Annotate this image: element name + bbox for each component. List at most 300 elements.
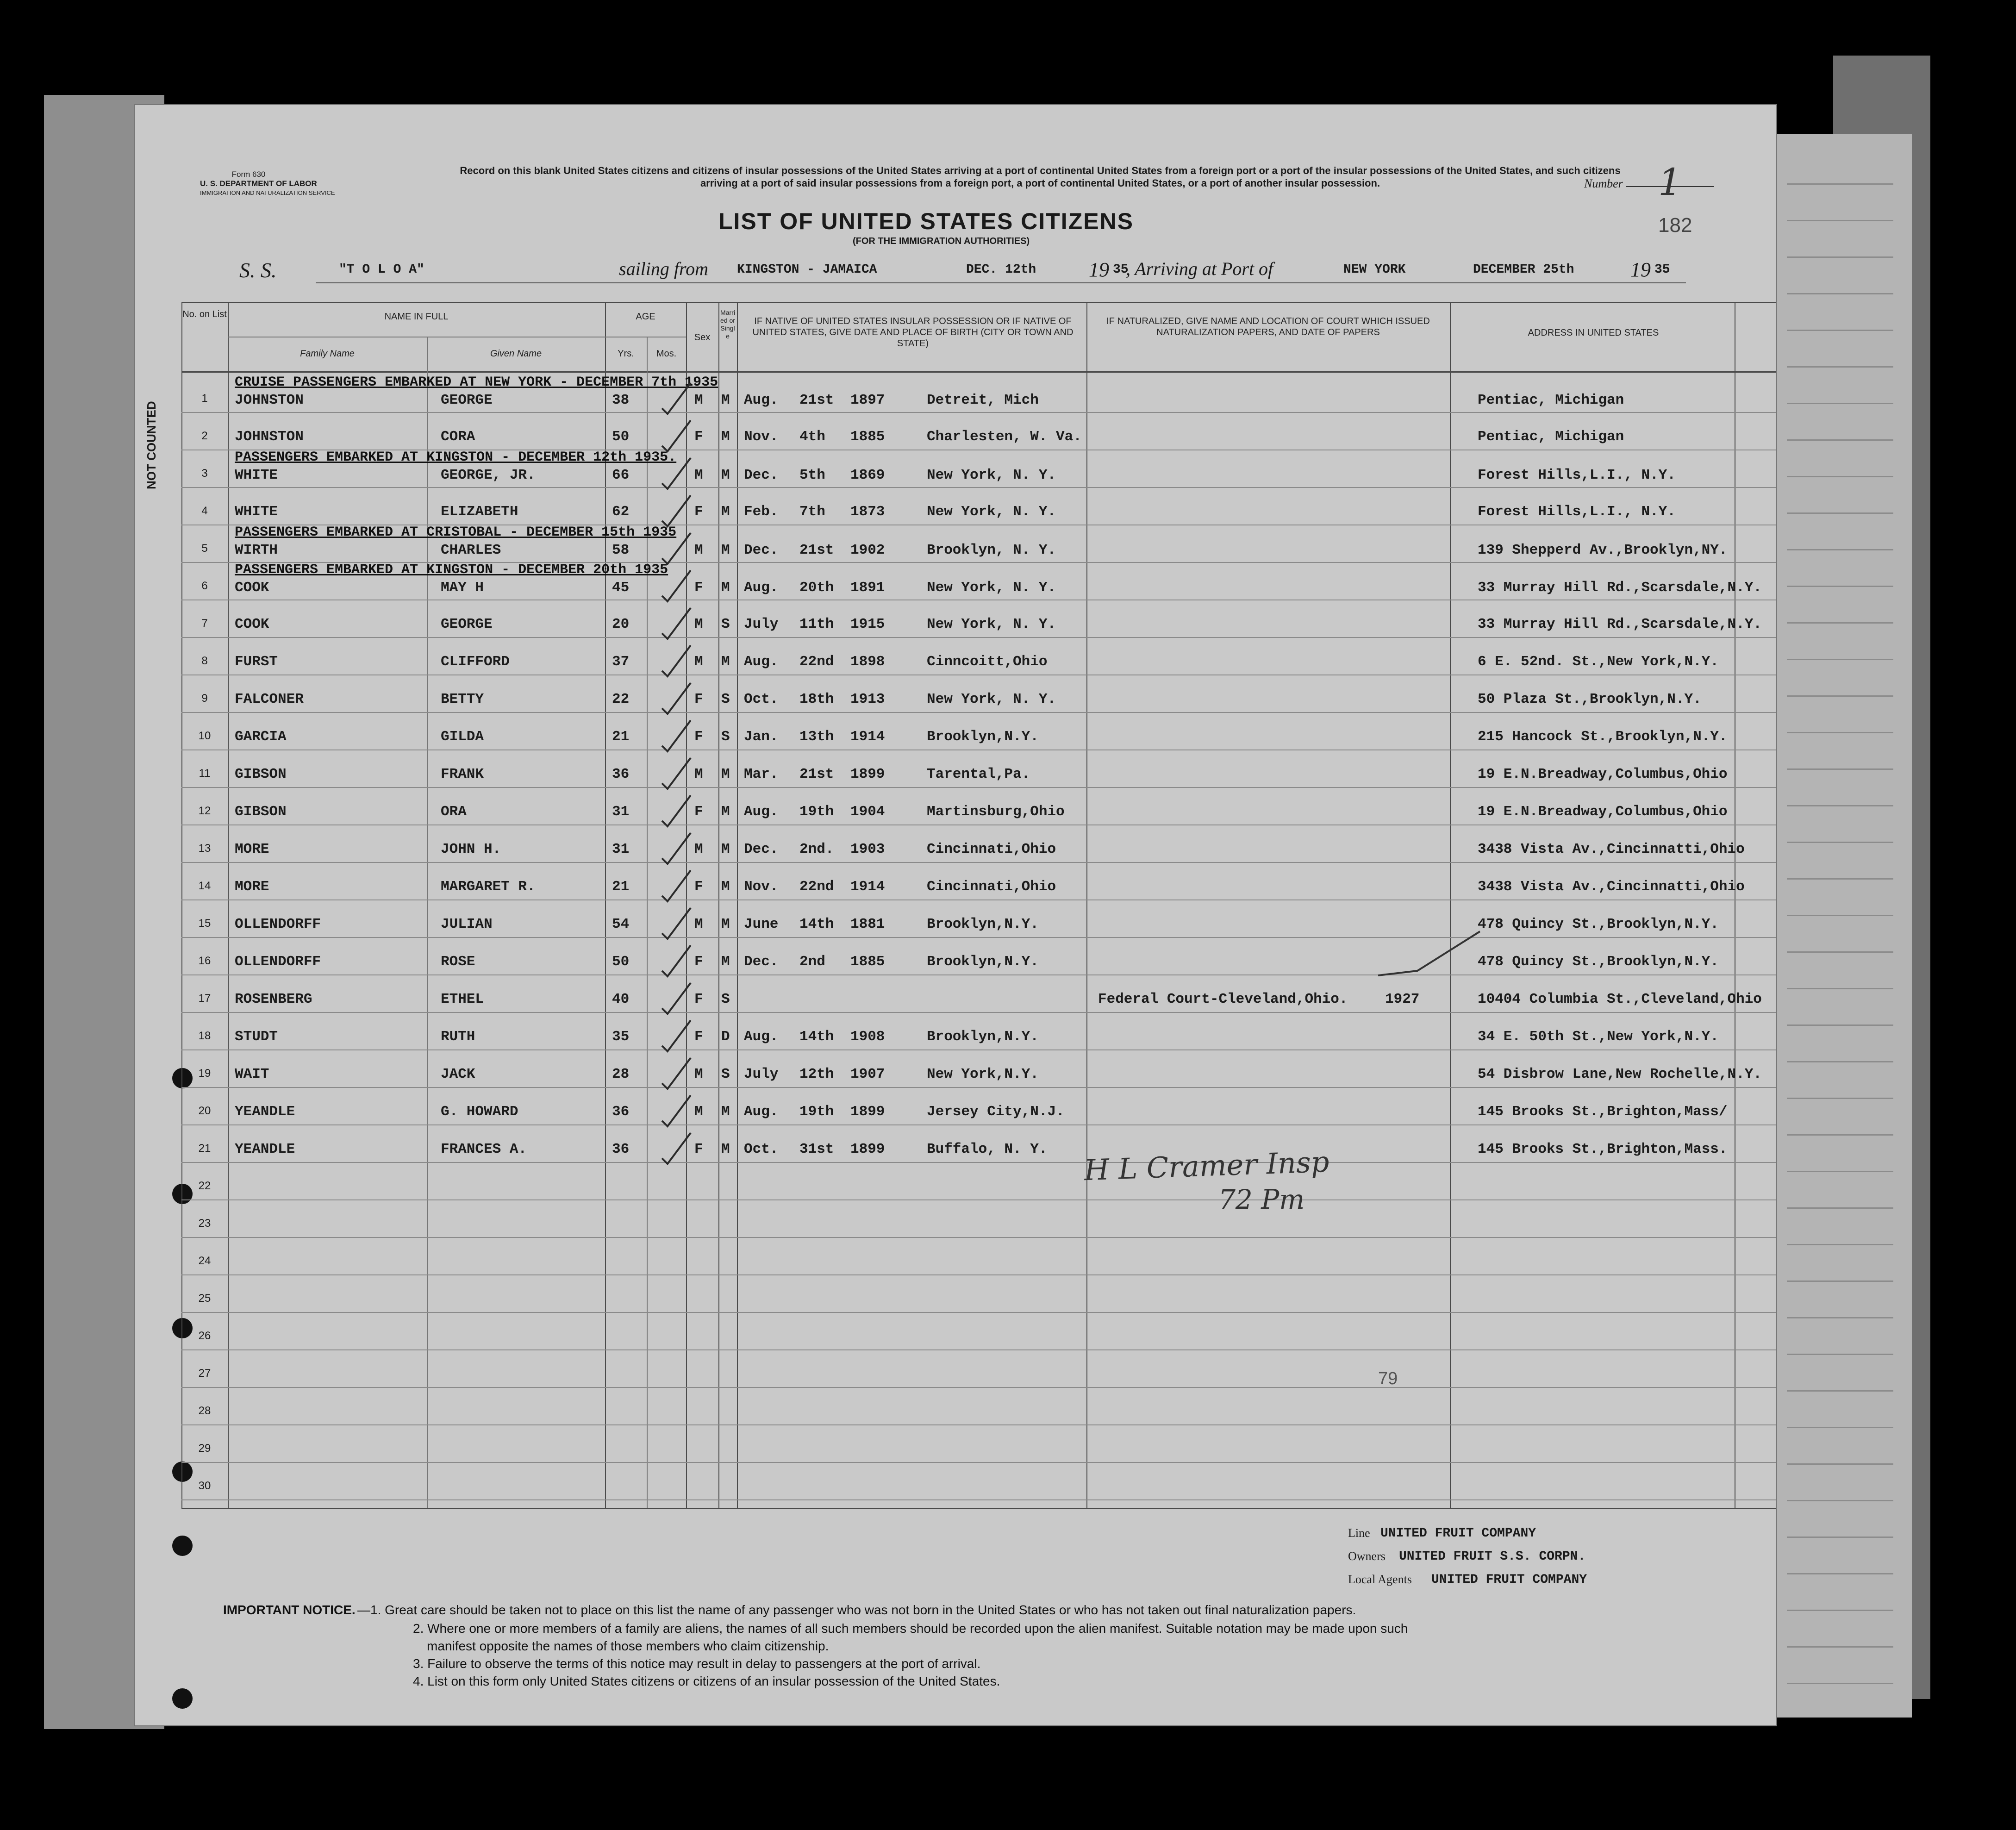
birth-day-cell: 13th [799, 729, 834, 745]
sex-cell: F [694, 691, 703, 707]
family-name-cell: FURST [235, 654, 278, 670]
row-number: 10 [198, 730, 211, 742]
age-cell: 45 [612, 580, 630, 596]
row-rule [181, 1274, 1776, 1275]
birth-day-cell: 21st [799, 542, 834, 558]
tally-checkmark [658, 1056, 695, 1093]
row-number: 7 [201, 617, 208, 630]
age-cell: 40 [612, 991, 630, 1007]
sex-cell: F [694, 729, 703, 745]
sex-cell: F [694, 504, 703, 520]
birth-day-cell: 4th [799, 429, 825, 445]
birth-place-cell: Cinncoitt,Ohio [927, 654, 1048, 670]
header-no-on-list: No. on List [182, 309, 227, 319]
row-rule [181, 749, 1776, 750]
page-stamp: 79 [1378, 1369, 1398, 1388]
marital-status-cell: M [721, 504, 730, 520]
age-cell: 22 [612, 691, 630, 707]
marital-status-cell: M [721, 429, 730, 445]
age-cell: 36 [612, 766, 630, 782]
header-name-in-full: NAME IN FULL [384, 312, 449, 322]
tally-checkmark [658, 681, 695, 718]
age-cell: 21 [612, 879, 630, 895]
birth-day-cell: 7th [799, 504, 825, 520]
sex-cell: M [694, 916, 703, 932]
marital-status-cell: S [721, 691, 730, 707]
col-line [605, 302, 606, 1508]
birth-day-cell: 19th [799, 804, 834, 820]
birth-place-cell: New York, N. Y. [927, 616, 1056, 632]
address-cell: 478 Quincy St.,Brooklyn,N.Y. [1478, 916, 1719, 932]
number-value: 1 [1658, 161, 1682, 204]
arrival-date: DECEMBER 25th [1473, 262, 1574, 277]
row-number: 11 [199, 767, 211, 780]
row-number: 5 [201, 542, 208, 555]
address-cell: 3438 Vista Av.,Cincinnatti,Ohio [1478, 841, 1745, 857]
arriving-label: , Arriving at Port of [1126, 258, 1273, 279]
birth-place-cell: Brooklyn,N.Y. [927, 916, 1039, 932]
given-name-cell: G. HOWARD [441, 1104, 518, 1120]
row-rule [181, 1049, 1776, 1050]
tally-checkmark [658, 1130, 695, 1168]
address-cell: 33 Murray Hill Rd.,Scarsdale,N.Y. [1478, 616, 1762, 632]
given-name-cell: ROSE [441, 954, 475, 970]
family-name-cell: GIBSON [235, 766, 287, 782]
birth-month-cell: June [744, 916, 779, 932]
family-name-cell: JOHNSTON [235, 392, 304, 408]
punch-hole [172, 1536, 193, 1556]
family-name-cell: FALCONER [235, 691, 304, 707]
sex-cell: M [694, 654, 703, 670]
birth-day-cell: 18th [799, 691, 834, 707]
age-cell: 28 [612, 1066, 630, 1082]
family-name-cell: MORE [235, 879, 269, 895]
birth-day-cell: 5th [799, 467, 825, 483]
row-rule [181, 1424, 1776, 1425]
birth-place-cell: Detreit, Mich [927, 392, 1039, 408]
arrival-port: NEW YORK [1343, 262, 1406, 277]
depart-date: DEC. 12th [966, 262, 1036, 277]
header-given-name: Given Name [490, 349, 542, 359]
voyage-underline [316, 282, 1686, 283]
age-cell: 36 [612, 1104, 630, 1120]
family-name-cell: WHITE [235, 467, 278, 483]
family-name-cell: OLLENDORFF [235, 954, 321, 970]
given-name-cell: CHARLES [441, 542, 501, 558]
address-cell: Forest Hills,L.I., N.Y. [1478, 504, 1676, 520]
row-number: 22 [198, 1180, 211, 1192]
given-name-cell: FRANK [441, 766, 484, 782]
section-heading: CRUISE PASSENGERS EMBARKED AT NEW YORK - DECEMBER 7th 1935 [235, 375, 718, 390]
given-name-cell: GEORGE [441, 392, 493, 408]
row-number: 14 [198, 880, 211, 892]
birth-month-cell: Feb. [744, 504, 779, 520]
inspector-note: 72 Pm [1218, 1184, 1305, 1215]
family-name-cell: GIBSON [235, 804, 287, 820]
tally-checkmark [658, 1093, 695, 1130]
given-name-cell: FRANCES A. [441, 1141, 527, 1157]
age-cell: 31 [612, 841, 630, 857]
row-rule [181, 1162, 1776, 1163]
row-rule [181, 974, 1776, 975]
sex-cell: F [694, 879, 703, 895]
given-name-cell: ORA [441, 804, 467, 820]
birth-month-cell: Jan. [744, 729, 779, 745]
row-number: 25 [198, 1292, 211, 1305]
birth-month-cell: Oct. [744, 691, 779, 707]
punch-hole [172, 1688, 193, 1709]
birth-month-cell: July [744, 1066, 779, 1082]
row-rule [181, 412, 1776, 413]
row-rule [181, 824, 1776, 825]
family-name-cell: COOK [235, 616, 269, 632]
tally-checkmark [658, 943, 695, 980]
sex-cell: M [694, 392, 703, 408]
marital-status-cell: M [721, 1104, 730, 1120]
address-cell: Pentiac, Michigan [1478, 429, 1624, 445]
birth-month-cell: Aug. [744, 580, 779, 596]
row-number: 8 [201, 655, 208, 667]
sex-cell: M [694, 766, 703, 782]
header-mos: Mos. [656, 349, 677, 359]
manifest-page [134, 104, 1777, 1726]
given-name-cell: ETHEL [441, 991, 484, 1007]
marital-status-cell: S [721, 616, 730, 632]
stamp-number: 182 [1658, 214, 1692, 237]
court-year-cell: 1927 [1385, 991, 1420, 1007]
given-name-cell: CLIFFORD [441, 654, 510, 670]
age-cell: 20 [612, 616, 630, 632]
ship-name: "T O L O A" [339, 262, 424, 277]
birth-day-cell: 2nd [799, 954, 825, 970]
court-cell: Federal Court-Cleveland,Ohio. [1098, 991, 1348, 1007]
birth-year-cell: 1914 [850, 729, 885, 745]
row-number: 4 [201, 505, 208, 517]
address-cell: Pentiac, Michigan [1478, 392, 1624, 408]
given-name-cell: BETTY [441, 691, 484, 707]
form-number: Form 630 [231, 170, 266, 179]
birth-year-cell: 1915 [850, 616, 885, 632]
sex-cell: M [694, 616, 703, 632]
tally-checkmark [658, 1018, 695, 1055]
row-number: 15 [198, 917, 211, 930]
address-cell: 33 Murray Hill Rd.,Scarsdale,N.Y. [1478, 580, 1762, 596]
row-rule [181, 937, 1776, 938]
row-rule [181, 487, 1776, 488]
age-cell: 50 [612, 429, 630, 445]
birth-day-cell: 21st [799, 766, 834, 782]
given-name-cell: JOHN H. [441, 841, 501, 857]
marital-status-cell: S [721, 729, 730, 745]
notice-1: —1. Great care should be taken not to place on this list the name of any passenger who was not born in the United States or who has not taken out final naturalization papers. [357, 1603, 1356, 1617]
section-heading: PASSENGERS EMBARKED AT CRISTOBAL - DECEMBER 15th 1935 [235, 525, 677, 540]
header-birth: IF NATIVE OF UNITED STATES INSULAR POSSESSION OR IF NATIVE OF UNITED STATES, GIVE DATE AND PLACE OF BIRTH (CITY OR TOWN AND STATE) [752, 316, 1074, 349]
tally-checkmark [658, 756, 695, 793]
birth-place-cell: New York, N. Y. [927, 504, 1056, 520]
address-cell: 34 E. 50th St.,New York,N.Y. [1478, 1029, 1719, 1045]
address-cell: 139 Shepperd Av.,Brooklyn,NY. [1478, 542, 1728, 558]
birth-place-cell: Brooklyn,N.Y. [927, 729, 1039, 745]
birth-day-cell: 20th [799, 580, 834, 596]
birth-year-cell: 1902 [850, 542, 885, 558]
tally-checkmark [658, 381, 695, 418]
age-cell: 58 [612, 542, 630, 558]
arrival-year: 35 [1654, 262, 1670, 277]
sex-cell: F [694, 954, 703, 970]
birth-place-cell: Buffalo, N. Y. [927, 1141, 1048, 1157]
sex-cell: F [694, 991, 703, 1007]
family-name-cell: STUDT [235, 1029, 278, 1045]
address-cell: 19 E.N.Breadway,Columbus,Ohio [1478, 804, 1728, 820]
row-rule [181, 787, 1776, 788]
header-sex: Sex [694, 332, 711, 343]
given-name-cell: JACK [441, 1066, 475, 1082]
birth-day-cell: 21st [799, 392, 834, 408]
birth-place-cell: Brooklyn,N.Y. [927, 1029, 1039, 1045]
birth-month-cell: Nov. [744, 429, 779, 445]
tally-checkmark [658, 456, 695, 493]
marital-status-cell: M [721, 766, 730, 782]
row-rule [181, 1237, 1776, 1238]
row-rule [181, 1012, 1776, 1013]
birth-year-cell: 1899 [850, 1104, 885, 1120]
owners-label: Owners [1348, 1549, 1386, 1563]
not-counted-margin-note: NOT COUNTED [144, 401, 158, 489]
row-rule [181, 712, 1776, 713]
given-name-cell: RUTH [441, 1029, 475, 1045]
form-instruction: Record on this blank United States citizens and citizens of insular possessions of the United States arriving at a port of continental United States from a foreign port or a port of the insular possessions of the United States, and such citizens arriving at a port of said insular possessions from a foreign port, a port of continental United States, or a port of another insular possession. [460, 165, 1621, 189]
age-cell: 37 [612, 654, 630, 670]
birth-place-cell: Cincinnati,Ohio [927, 879, 1056, 895]
birth-year-cell: 1881 [850, 916, 885, 932]
family-name-cell: YEANDLE [235, 1141, 295, 1157]
given-name-cell: JULIAN [441, 916, 493, 932]
page-subtitle: (FOR THE IMMIGRATION AUTHORITIES) [853, 236, 1030, 246]
tally-checkmark [658, 568, 695, 605]
depart-year-prefix: 19 [1089, 258, 1109, 281]
birth-year-cell: 1885 [850, 429, 885, 445]
family-name-cell: WHITE [235, 504, 278, 520]
birth-place-cell: Tarental,Pa. [927, 766, 1030, 782]
family-name-cell: JOHNSTON [235, 429, 304, 445]
birth-month-cell: Aug. [744, 1104, 779, 1120]
row-rule [181, 1499, 1776, 1500]
punch-hole [172, 1462, 193, 1482]
sailing-label: sailing from [619, 258, 708, 279]
given-name-cell: MARGARET R. [441, 879, 536, 895]
marital-status-cell: M [721, 804, 730, 820]
address-cell: 215 Hancock St.,Brooklyn,N.Y. [1478, 729, 1728, 745]
birth-month-cell: Dec. [744, 542, 779, 558]
sex-cell: M [694, 1104, 703, 1120]
birth-month-cell: Aug. [744, 654, 779, 670]
birth-place-cell: Charlesten, W. Va. [927, 429, 1082, 445]
birth-day-cell: 14th [799, 1029, 834, 1045]
section-heading: PASSENGERS EMBARKED AT KINGSTON - DECEMBER 20th 1935 [235, 562, 668, 578]
row-number: 1 [201, 392, 208, 405]
birth-month-cell: Aug. [744, 804, 779, 820]
marital-status-cell: M [721, 542, 730, 558]
sex-cell: F [694, 1141, 703, 1157]
sex-cell: F [694, 429, 703, 445]
birth-year-cell: 1898 [850, 654, 885, 670]
service-name: IMMIGRATION AND NATURALIZATION SERVICE [200, 189, 335, 196]
col-line [737, 302, 738, 1508]
tally-checkmark [658, 606, 695, 643]
address-cell: 54 Disbrow Lane,New Rochelle,N.Y. [1478, 1066, 1762, 1082]
age-cell: 31 [612, 804, 630, 820]
row-number: 6 [201, 580, 208, 592]
birth-month-cell: Nov. [744, 879, 779, 895]
row-number: 19 [198, 1067, 211, 1080]
arrival-year-prefix: 19 [1630, 258, 1651, 281]
row-number: 21 [198, 1142, 211, 1155]
given-name-cell: GEORGE [441, 616, 493, 632]
birth-day-cell: 14th [799, 916, 834, 932]
col-line [1450, 302, 1451, 1508]
birth-day-cell: 22nd [799, 879, 834, 895]
age-cell: 62 [612, 504, 630, 520]
marital-status-cell: M [721, 879, 730, 895]
address-cell: 6 E. 52nd. St.,New York,N.Y. [1478, 654, 1719, 670]
form-header [200, 170, 335, 198]
table-top-border [181, 302, 1776, 303]
address-cell: Forest Hills,L.I., N.Y. [1478, 467, 1676, 483]
tally-checkmark [658, 793, 695, 830]
row-rule [181, 899, 1776, 900]
col-line [427, 337, 428, 1508]
sex-cell: F [694, 580, 703, 596]
col-line [718, 302, 719, 1508]
header-address: ADDRESS IN UNITED STATES [1528, 328, 1659, 338]
number-label: Number [1584, 177, 1623, 190]
birth-year-cell: 1903 [850, 841, 885, 857]
tally-checkmark [658, 718, 695, 755]
birth-place-cell: Cincinnati,Ohio [927, 841, 1056, 857]
row-number: 26 [198, 1330, 211, 1342]
birth-year-cell: 1913 [850, 691, 885, 707]
header-yrs: Yrs. [618, 349, 634, 359]
sex-cell: M [694, 467, 703, 483]
birth-day-cell: 2nd. [799, 841, 834, 857]
line-value: UNITED FRUIT COMPANY [1380, 1526, 1536, 1541]
row-number: 28 [198, 1405, 211, 1417]
marital-status-cell: M [721, 916, 730, 932]
tally-checkmark [658, 981, 695, 1018]
age-cell: 50 [612, 954, 630, 970]
given-name-cell: GILDA [441, 729, 484, 745]
row-number: 13 [198, 842, 211, 855]
birth-place-cell: Martinsburg,Ohio [927, 804, 1065, 820]
family-name-cell: OLLENDORFF [235, 916, 321, 932]
marital-status-cell: M [721, 654, 730, 670]
table-bottom-border [181, 1508, 1776, 1509]
sex-cell: M [694, 841, 703, 857]
birth-place-cell: New York, N. Y. [927, 691, 1056, 707]
address-cell: 145 Brooks St.,Brighton,Mass. [1478, 1141, 1728, 1157]
marital-status-cell: M [721, 580, 730, 596]
family-name-cell: WIRTH [235, 542, 278, 558]
notice-2-cont: manifest opposite the names of those members who claim citizenship. [427, 1639, 829, 1653]
row-number: 3 [201, 467, 208, 480]
ss-label: S. S. [239, 258, 277, 282]
sailing-from: KINGSTON - JAMAICA [737, 262, 877, 277]
address-cell: 3438 Vista Av.,Cincinnatti,Ohio [1478, 879, 1745, 895]
birth-day-cell: 19th [799, 1104, 834, 1120]
age-cell: 35 [612, 1029, 630, 1045]
birth-place-cell: New York,N.Y. [927, 1066, 1039, 1082]
row-number: 16 [198, 955, 211, 967]
row-number: 29 [198, 1442, 211, 1455]
birth-year-cell: 1899 [850, 766, 885, 782]
tally-checkmark [658, 868, 695, 905]
row-number: 2 [201, 430, 208, 442]
col-line [1086, 302, 1087, 1508]
birth-month-cell: Dec. [744, 467, 779, 483]
table-header-border [181, 371, 1776, 373]
family-name-cell: MORE [235, 841, 269, 857]
birth-year-cell: 1897 [850, 392, 885, 408]
marital-status-cell: D [721, 1029, 730, 1045]
marital-status-cell: M [721, 1141, 730, 1157]
agents-value: UNITED FRUIT COMPANY [1431, 1573, 1587, 1587]
family-name-cell: GARCIA [235, 729, 287, 745]
row-number: 17 [198, 992, 211, 1005]
col-line [647, 337, 648, 1508]
birth-place-cell: Jersey City,N.J. [927, 1104, 1065, 1120]
birth-month-cell: Dec. [744, 954, 779, 970]
age-cell: 66 [612, 467, 630, 483]
inspector-signature: H L Cramer Insp [1083, 1144, 1330, 1187]
birth-year-cell: 1873 [850, 504, 885, 520]
tally-checkmark [658, 831, 695, 868]
birth-month-cell: July [744, 616, 779, 632]
header-married-single: Married or Single [720, 309, 735, 340]
birth-day-cell: 12th [799, 1066, 834, 1082]
header-age: AGE [636, 312, 655, 322]
birth-year-cell: 1907 [850, 1066, 885, 1082]
birth-year-cell: 1885 [850, 954, 885, 970]
agents-label: Local Agents [1348, 1573, 1412, 1586]
department-name: U. S. DEPARTMENT OF LABOR [200, 179, 317, 188]
row-number: 9 [201, 692, 208, 705]
row-rule [181, 1312, 1776, 1313]
notice-title: IMPORTANT NOTICE. [223, 1603, 356, 1617]
birth-month-cell: Aug. [744, 1029, 779, 1045]
birth-year-cell: 1869 [850, 467, 885, 483]
birth-place-cell: New York, N. Y. [927, 580, 1056, 596]
row-number: 24 [198, 1255, 211, 1267]
row-number: 27 [198, 1367, 211, 1380]
header-family-name: Family Name [300, 349, 355, 359]
age-cell: 38 [612, 392, 630, 408]
owners-value: UNITED FRUIT S.S. CORPN. [1399, 1549, 1586, 1564]
marital-status-cell: M [721, 841, 730, 857]
row-rule [181, 1462, 1776, 1463]
family-name-cell: ROSENBERG [235, 991, 312, 1007]
section-heading: PASSENGERS EMBARKED AT KINGSTON - DECEMBER 12th 1935. [235, 450, 677, 465]
row-number: 23 [198, 1217, 211, 1230]
sex-cell: F [694, 804, 703, 820]
address-cell: 145 Brooks St.,Brighton,Mass/ [1478, 1104, 1728, 1120]
birth-month-cell: Aug. [744, 392, 779, 408]
birth-year-cell: 1914 [850, 879, 885, 895]
row-number: 20 [198, 1105, 211, 1117]
birth-month-cell: Oct. [744, 1141, 779, 1157]
birth-year-cell: 1891 [850, 580, 885, 596]
birth-place-cell: Brooklyn, N. Y. [927, 542, 1056, 558]
birth-place-cell: Brooklyn,N.Y. [927, 954, 1039, 970]
